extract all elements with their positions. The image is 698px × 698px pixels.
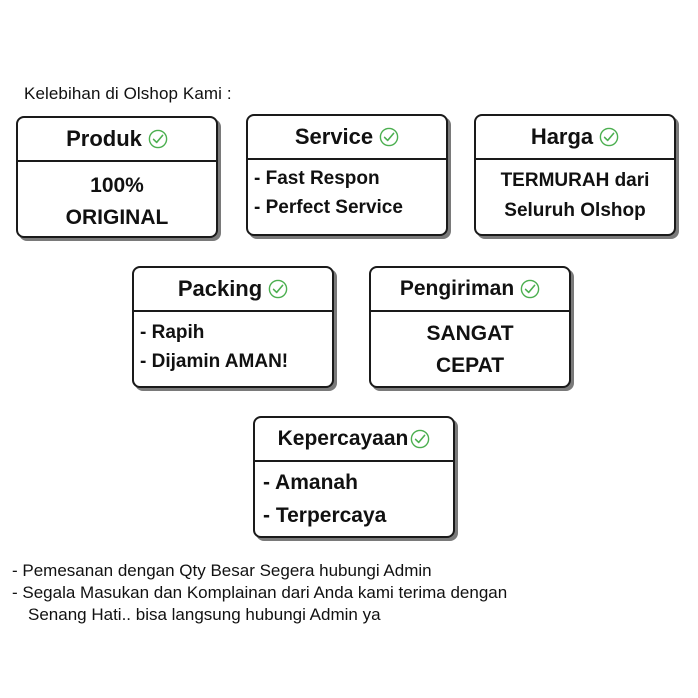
footer-line-2: - Segala Masukan dan Komplainan dari Anda kami terima dengan — [12, 583, 508, 602]
card-kepercayaan-line-1: - Amanah — [263, 471, 358, 494]
card-produk-title: Produk — [66, 126, 142, 151]
card-kepercayaan-body — [255, 462, 453, 532]
card-packing-body — [134, 312, 332, 376]
card-harga-title: Harga — [530, 124, 594, 149]
footer-notes — [12, 560, 507, 626]
card-service-body — [248, 160, 446, 222]
card-pengiriman-line-2: CEPAT — [435, 354, 505, 377]
card-service-line-2: - Perfect Service — [254, 197, 403, 218]
check-circle-icon — [268, 279, 288, 299]
card-pengiriman-body — [371, 312, 569, 382]
card-pengiriman-header — [371, 268, 569, 312]
card-service-title: Service — [294, 124, 374, 149]
card-harga-header — [476, 116, 674, 160]
card-pengiriman-title: Pengiriman — [399, 277, 515, 300]
card-service-header — [248, 116, 446, 160]
card-produk-line-2: ORIGINAL — [65, 206, 169, 229]
card-produk-body — [18, 162, 216, 234]
footer-line-3: Senang Hati.. bisa langsung hubungi Admin ya — [28, 605, 381, 624]
card-harga — [474, 114, 676, 236]
card-packing-header — [134, 268, 332, 312]
card-packing-line-2: - Dijamin AMAN! — [140, 351, 289, 372]
card-produk — [16, 116, 218, 238]
card-kepercayaan-line-2: - Terpercaya — [263, 504, 387, 527]
card-service-line-1: - Fast Respon — [254, 168, 380, 189]
card-service — [246, 114, 448, 236]
check-circle-icon — [599, 127, 619, 147]
card-harga-line-2: Seluruh Olshop — [504, 200, 646, 221]
check-circle-icon — [379, 127, 399, 147]
card-harga-line-1: TERMURAH dari — [500, 170, 650, 191]
card-produk-header — [18, 118, 216, 162]
card-packing-line-1: - Rapih — [140, 322, 205, 343]
card-pengiriman-line-1: SANGAT — [426, 322, 514, 345]
page-heading: Kelebihan di Olshop Kami : — [24, 84, 232, 103]
footer-line-1: - Pemesanan dengan Qty Besar Segera hubungi Admin — [12, 561, 432, 580]
card-kepercayaan — [253, 416, 455, 538]
card-harga-body — [476, 160, 674, 226]
card-packing-title: Packing — [177, 276, 263, 301]
check-circle-icon — [410, 429, 430, 449]
check-circle-icon — [520, 279, 540, 299]
card-packing — [132, 266, 334, 388]
card-produk-line-1: 100% — [90, 174, 144, 197]
card-pengiriman — [369, 266, 571, 388]
check-circle-icon — [148, 129, 168, 149]
card-kepercayaan-title: Kepercayaan — [277, 427, 409, 450]
card-kepercayaan-header — [255, 418, 453, 462]
